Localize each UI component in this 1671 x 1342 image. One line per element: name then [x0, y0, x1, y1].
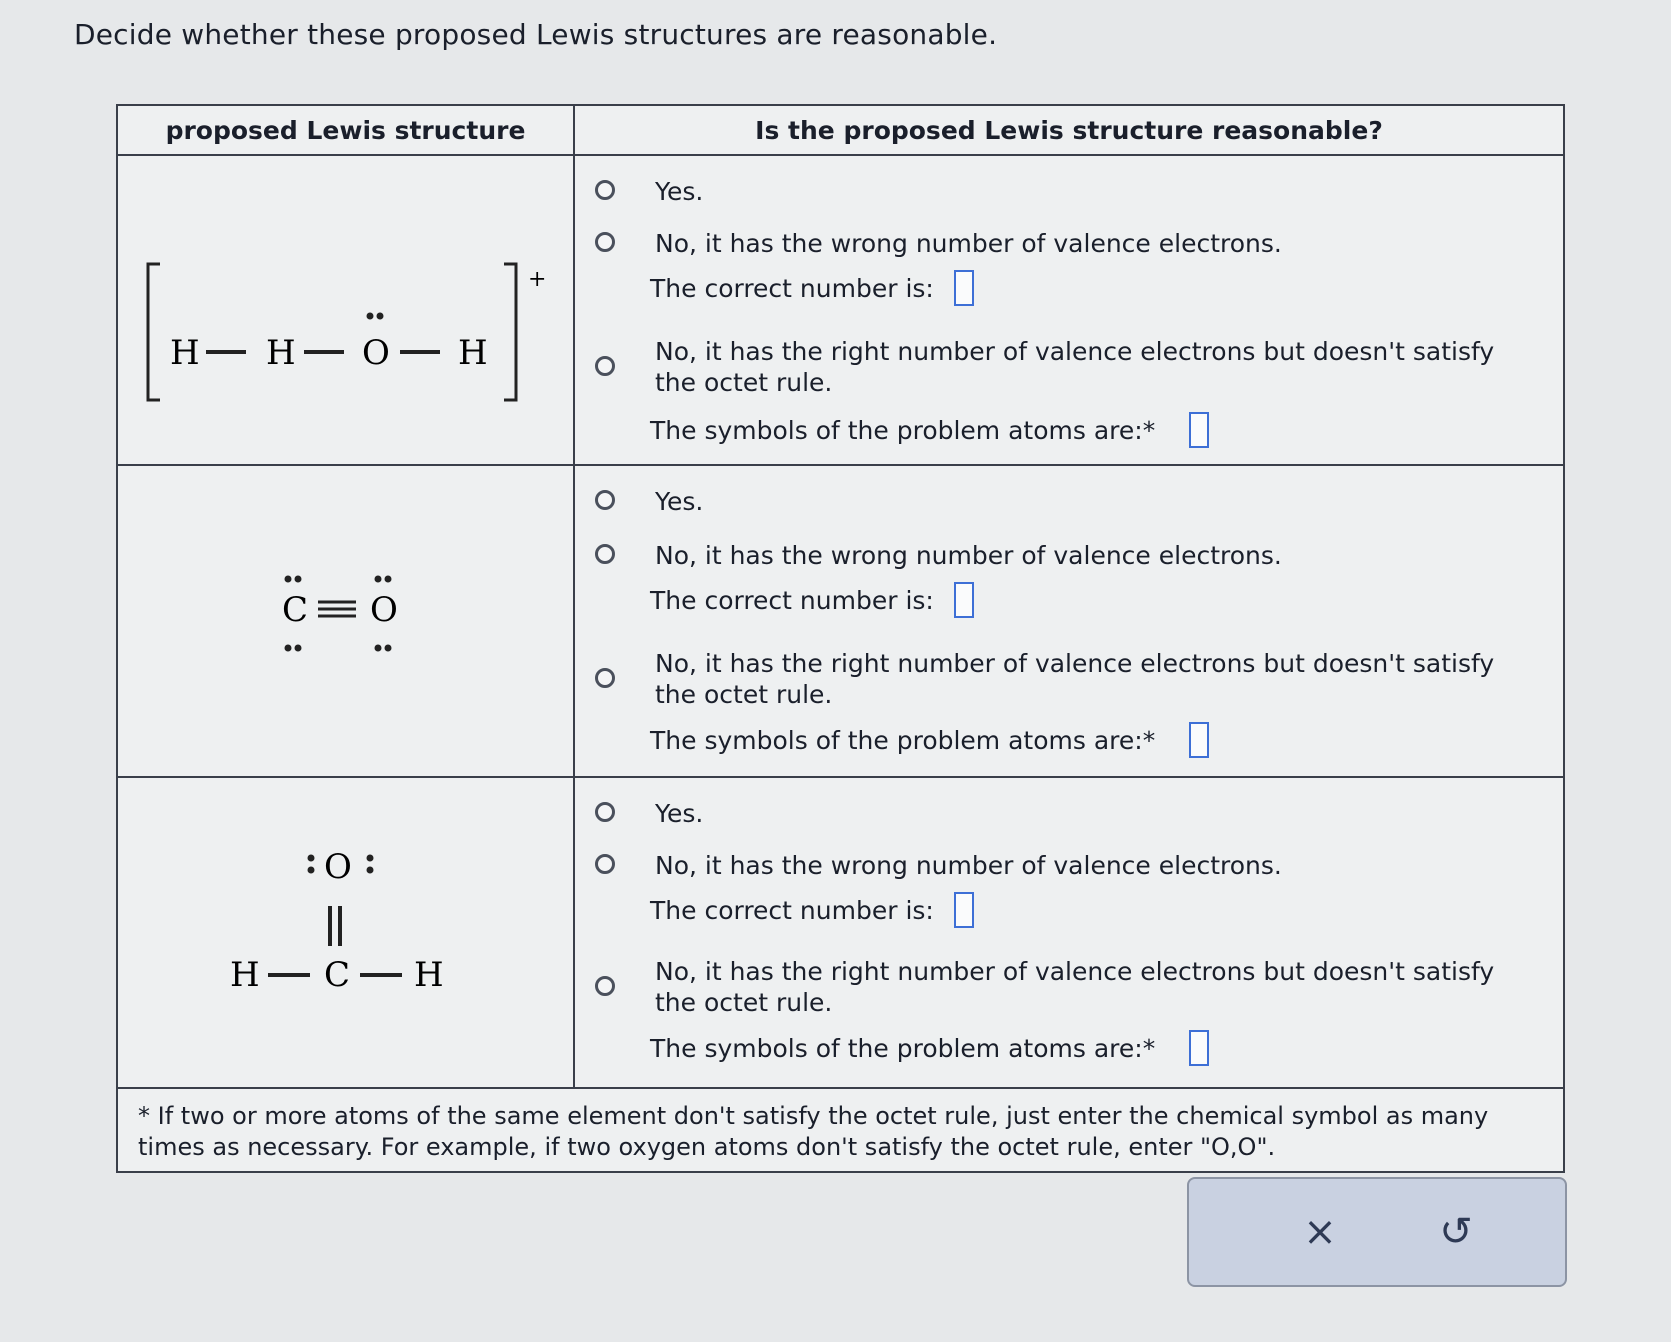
undo-icon: ↺	[1439, 1209, 1473, 1255]
lone-pair-dot	[385, 645, 392, 652]
lone-pair-dot	[308, 867, 315, 874]
structure-row-1	[118, 156, 1563, 466]
option-yes[interactable]	[595, 176, 1535, 207]
option-wrong-count[interactable]	[595, 850, 1535, 881]
atom-h3: H	[458, 333, 488, 373]
lone-pair-dot	[377, 313, 384, 320]
atom-h: H	[414, 955, 444, 995]
problem-atoms-row	[650, 412, 1209, 448]
problem-atoms-row	[650, 722, 1209, 758]
action-bar	[1187, 1177, 1567, 1287]
answer-cell-1	[575, 156, 1563, 464]
column-header-reasonable: Is the proposed Lewis structure reasonable?	[575, 106, 1563, 156]
atom-h2: H	[266, 333, 296, 373]
option-octet[interactable]	[595, 336, 1535, 398]
problem-atoms-label: The symbols of the problem atoms are:*	[650, 1033, 1156, 1063]
lone-pair-dot	[367, 867, 374, 874]
correct-number-label: The correct number is:	[650, 585, 934, 615]
correct-number-input[interactable]	[954, 892, 974, 928]
option-yes[interactable]	[595, 798, 1535, 829]
structure-cell-2	[118, 466, 575, 776]
option-label: No, it has the wrong number of valence electrons.	[655, 229, 1282, 258]
problem-atoms-label: The symbols of the problem atoms are:*	[650, 725, 1156, 755]
option-wrong-count[interactable]	[595, 228, 1535, 259]
option-label: No, it has the right number of valence electrons but doesn't satisfy the octet rule.	[655, 649, 1495, 709]
correct-number-label: The correct number is:	[650, 895, 934, 925]
option-label: Yes.	[655, 799, 704, 828]
atom-o: O	[362, 333, 390, 373]
lone-pair-dot	[385, 576, 392, 583]
option-octet[interactable]	[595, 956, 1535, 1018]
option-label: Yes.	[655, 177, 704, 206]
problem-atoms-label: The symbols of the problem atoms are:*	[650, 415, 1156, 445]
option-label: Yes.	[655, 487, 704, 516]
structure-row-2	[118, 466, 1563, 778]
radio-button[interactable]	[595, 668, 615, 688]
option-octet[interactable]	[595, 648, 1535, 710]
problem-atoms-input[interactable]	[1189, 1030, 1209, 1066]
radio-button[interactable]	[595, 490, 615, 510]
radio-button[interactable]	[595, 180, 615, 200]
correct-number-input[interactable]	[954, 270, 974, 306]
radio-button[interactable]	[595, 544, 615, 564]
radio-button[interactable]	[595, 356, 615, 376]
lone-pair-dot	[367, 313, 374, 320]
charge-label: +	[528, 267, 547, 292]
answer-cell-3	[575, 778, 1563, 1087]
lone-pair-dot	[375, 576, 382, 583]
lone-pair-dot	[285, 576, 292, 583]
lone-pair-dot	[375, 645, 382, 652]
structure-row-3	[118, 778, 1563, 1089]
option-label: No, it has the right number of valence electrons but doesn't satisfy the octet rule.	[655, 337, 1495, 397]
atom-c: C	[282, 590, 309, 630]
atom-c: C	[324, 955, 351, 995]
left-bracket	[148, 264, 160, 400]
radio-button[interactable]	[595, 802, 615, 822]
radio-button[interactable]	[595, 854, 615, 874]
column-header-structure: proposed Lewis structure	[118, 106, 575, 156]
lone-pair-dot	[308, 855, 315, 862]
atom-o: O	[370, 590, 398, 630]
lone-pair-dot	[295, 576, 302, 583]
problem-atoms-input[interactable]	[1189, 412, 1209, 448]
question-table	[116, 104, 1565, 1173]
problem-atoms-row	[650, 1030, 1209, 1066]
right-bracket	[504, 264, 516, 400]
x-icon: ×	[1303, 1209, 1337, 1255]
correct-number-label: The correct number is:	[650, 273, 934, 303]
lone-pair-dot	[285, 645, 292, 652]
footnote: * If two or more atoms of the same element don't satisfy the octet rule, just enter the chemical symbol as many times as necessary. For example, if two oxygen atoms don't satisfy the octet rule, enter "O,O".	[138, 1102, 1489, 1161]
lewis-structure-2	[118, 466, 573, 774]
clear-button[interactable]	[1265, 1197, 1375, 1267]
option-label: No, it has the wrong number of valence electrons.	[655, 541, 1282, 570]
radio-button[interactable]	[595, 232, 615, 252]
structure-cell-3	[118, 778, 575, 1087]
correct-number-input[interactable]	[954, 582, 974, 618]
atom-h: H	[230, 955, 260, 995]
prompt-text: Decide whether these proposed Lewis structures are reasonable.	[74, 18, 998, 51]
lone-pair-dot	[367, 855, 374, 862]
undo-button[interactable]	[1401, 1197, 1511, 1267]
option-yes[interactable]	[595, 486, 1535, 517]
problem-atoms-input[interactable]	[1189, 722, 1209, 758]
radio-button[interactable]	[595, 976, 615, 996]
answer-cell-2	[575, 466, 1563, 776]
option-label: No, it has the right number of valence electrons but doesn't satisfy the octet rule.	[655, 957, 1495, 1017]
option-label: No, it has the wrong number of valence electrons.	[655, 851, 1282, 880]
correct-number-row	[650, 582, 974, 618]
option-wrong-count[interactable]	[595, 540, 1535, 571]
atom-o: O	[324, 847, 352, 887]
correct-number-row	[650, 892, 974, 928]
lone-pair-dot	[295, 645, 302, 652]
correct-number-row	[650, 270, 974, 306]
atom-h1: H	[170, 333, 200, 373]
structure-cell-1	[118, 156, 575, 464]
lewis-structure-3	[118, 778, 573, 1085]
lewis-structure-1	[118, 156, 573, 462]
